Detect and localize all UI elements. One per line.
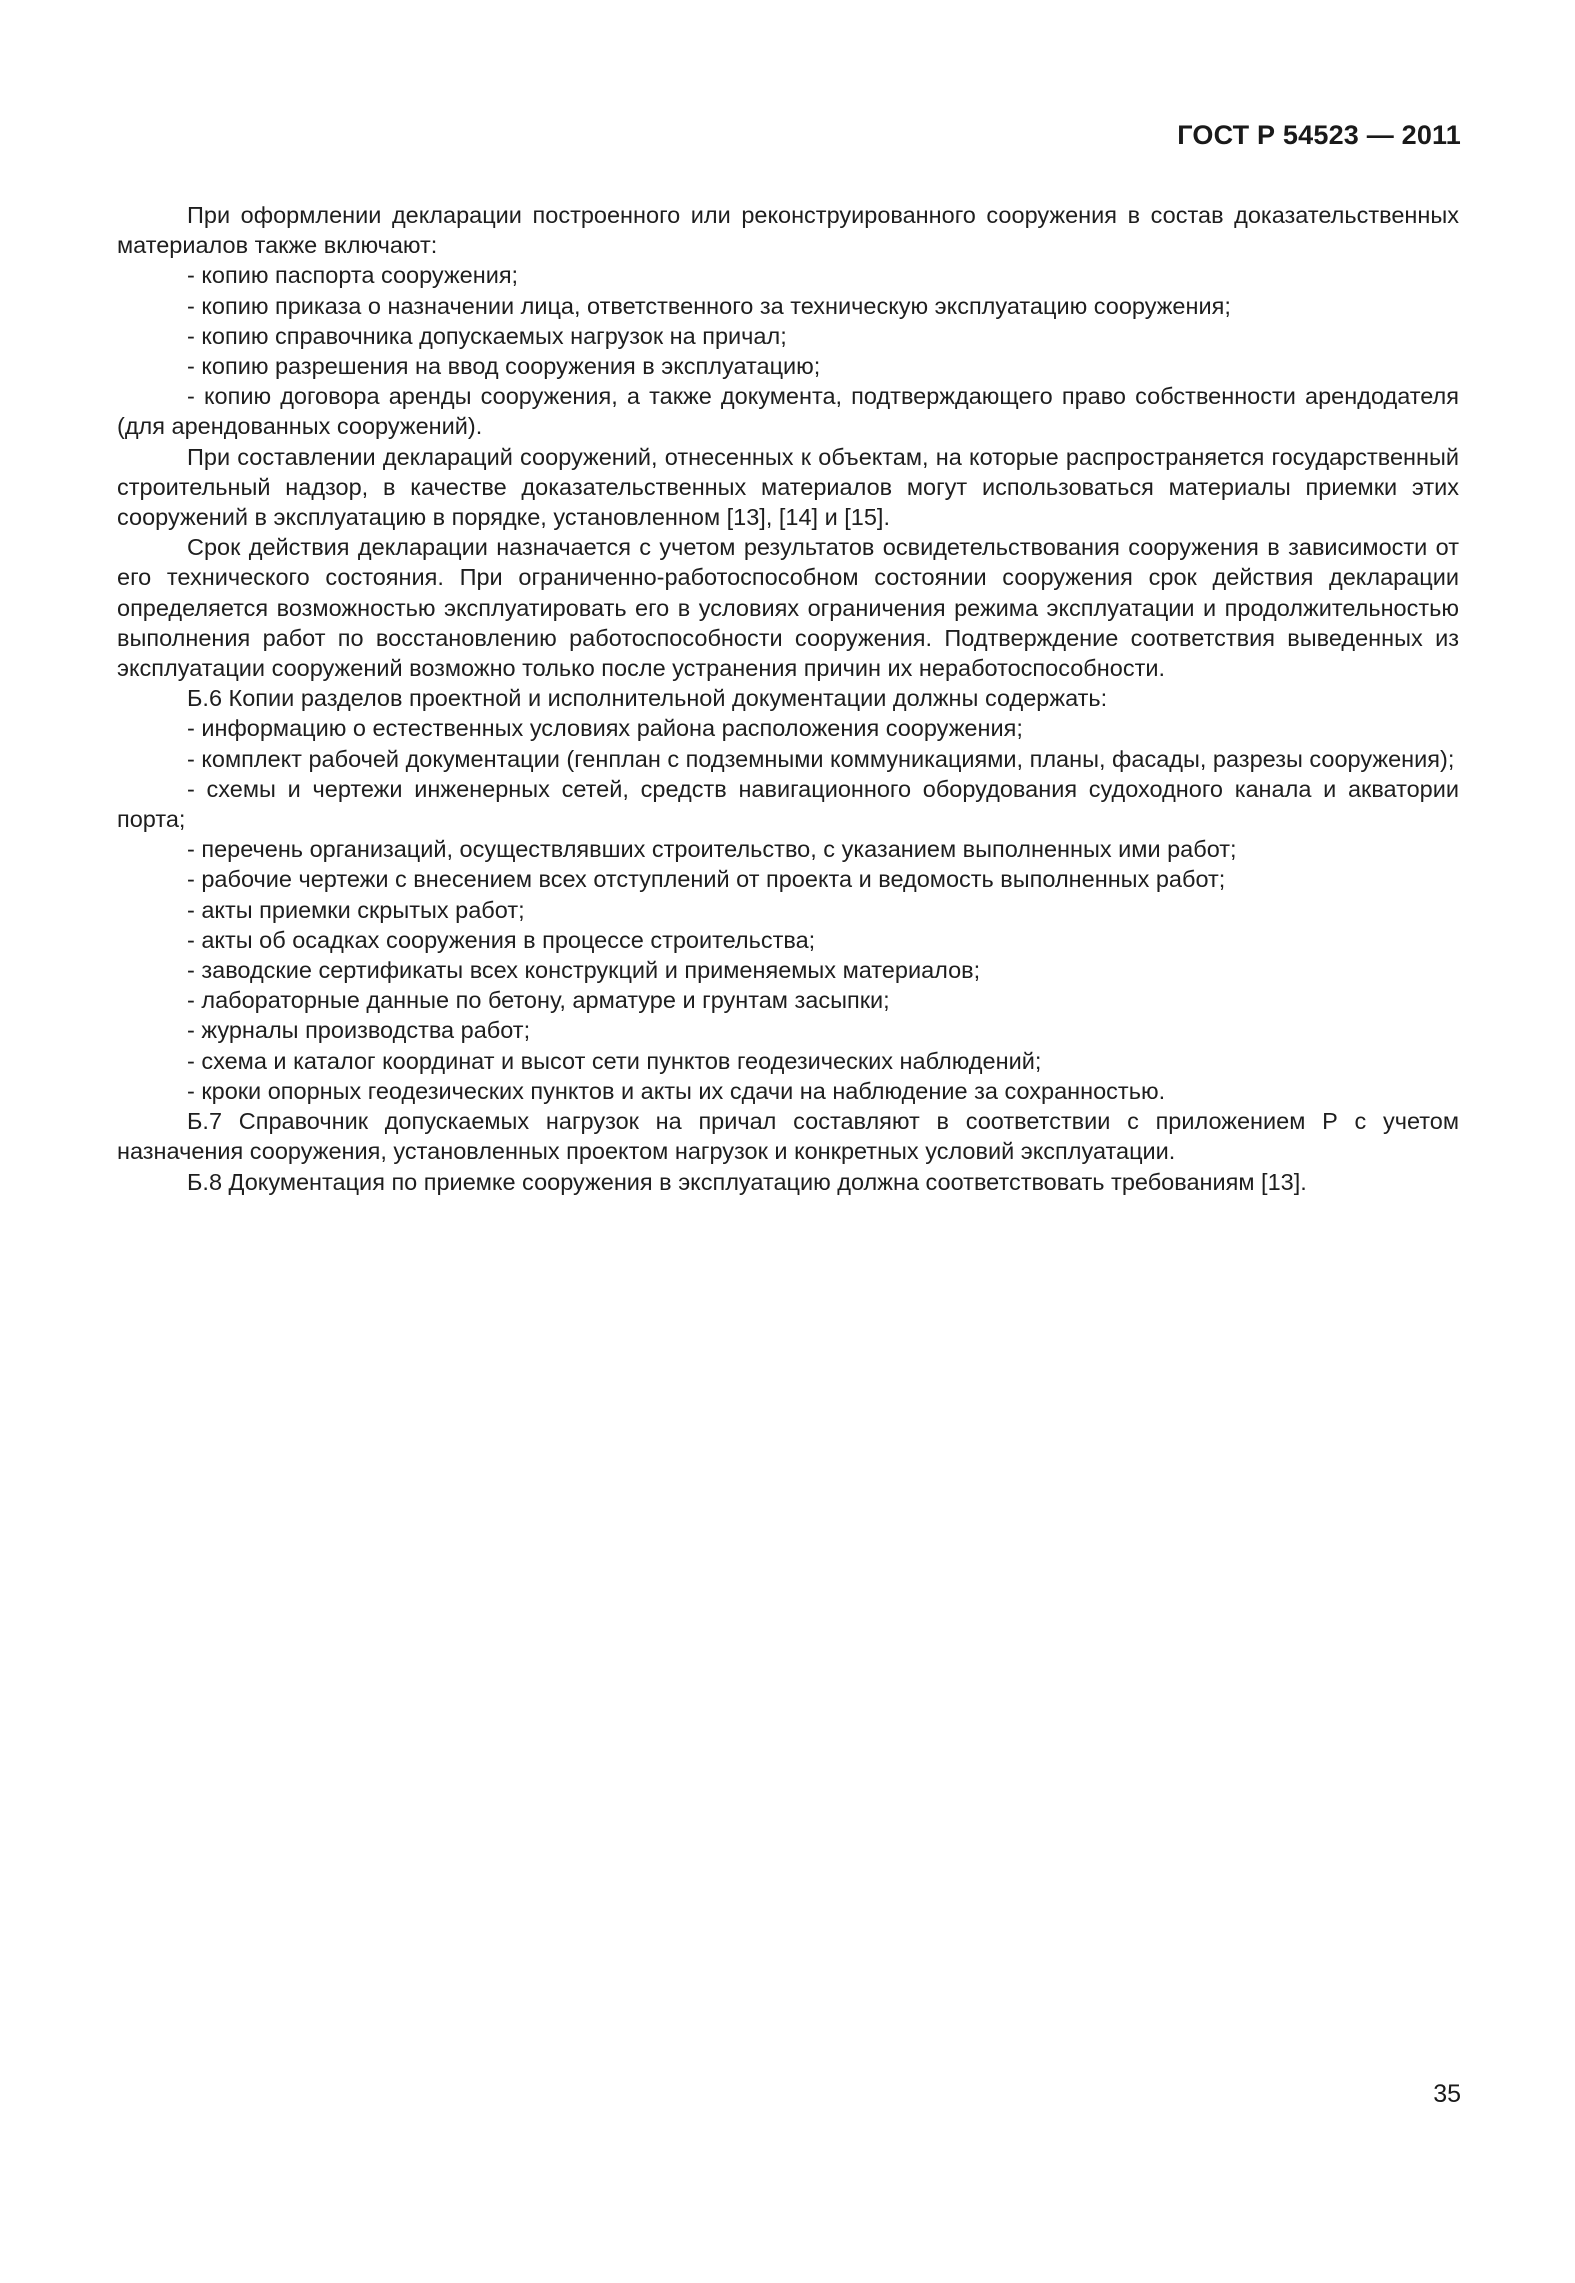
paragraph-state-supervision: При составлении деклараций сооружений, отнесенных к объектам, на которые распространяется государственный строительный надзор, в качестве доказательственных материалов могут использоваться материалы приемки этих сооружений в эксплуатацию в порядке, установленном [13], [14] и [15].: [117, 443, 1459, 531]
page-number: 35: [1433, 2080, 1461, 2108]
list-item: - кроки опорных геодезических пунктов и акты их сдачи на наблюдение за сохранностью.: [187, 1077, 1166, 1104]
list-item: - копию приказа о назначении лица, ответственного за техническую эксплуатацию сооружения;: [187, 292, 1231, 319]
section-b6: Б.6 Копии разделов проектной и исполнительной документации должны содержать:: [187, 685, 1108, 712]
list-item: - перечень организаций, осуществлявших строительство, с указанием выполненных ими работ;: [187, 836, 1237, 863]
section-b7: Б.7 Справочник допускаемых нагрузок на причал составляют в соответствии с приложением Р с учетом назначения сооружения, установленных проектом нагрузок и конкретных условий эксплуатации.: [117, 1108, 1459, 1165]
list-item: - заводские сертификаты всех конструкций и применяемых материалов;: [187, 957, 981, 984]
list-item: - информацию о естественных условиях района расположения сооружения;: [187, 715, 1023, 742]
paragraph-intro: При оформлении декларации построенного или реконструированного сооружения в состав доказательственных материалов также включают:: [117, 202, 1459, 259]
list-item: - акты об осадках сооружения в процессе строительства;: [187, 926, 816, 953]
section-b8: Б.8 Документация по приемке сооружения в эксплуатацию должна соответствовать требованиям [13].: [187, 1168, 1307, 1195]
list-item: - акты приемки скрытых работ;: [187, 896, 525, 923]
list-item: - копию справочника допускаемых нагрузок на причал;: [187, 322, 787, 349]
list-item: - копию паспорта сооружения;: [187, 262, 519, 289]
document-body: [117, 200, 1459, 1197]
list-item: - лабораторные данные по бетону, арматуре и грунтам засыпки;: [187, 987, 890, 1014]
list-item: - копию разрешения на ввод сооружения в эксплуатацию;: [187, 353, 821, 380]
list-item: - схема и каталог координат и высот сети пунктов геодезических наблюдений;: [187, 1047, 1042, 1074]
list-item: - комплект рабочей документации (генплан с подземными коммуникациями, планы, фасады, разрезы сооружения);: [187, 745, 1455, 772]
list-item: - журналы производства работ;: [187, 1017, 531, 1044]
list-item: - копию договора аренды сооружения, а также документа, подтверждающего право собственности арендодателя (для арендованных сооружений).: [117, 383, 1459, 440]
list-item: - схемы и чертежи инженерных сетей, средств навигационного оборудования судоходного канала и акватории порта;: [117, 775, 1459, 833]
list-item: - рабочие чертежи с внесением всех отступлений от проекта и ведомость выполненных работ;: [187, 866, 1226, 893]
document-header: ГОСТ Р 54523 — 2011: [1177, 120, 1461, 150]
paragraph-declaration-term: Срок действия декларации назначается с учетом результатов освидетельствования сооружения в зависимости от его технического состояния. При ограниченно-работоспособном состоянии сооружения срок действия декларации определяется возможностью эксплуатировать его в условиях ограничения режима эксплуатации и продолжительностью выполнения работ по восстановлению работоспособности сооружения. Подтверждение соответствия выведенных из эксплуатации сооружений возможно только после устранения причин их неработоспособности.: [117, 534, 1459, 682]
